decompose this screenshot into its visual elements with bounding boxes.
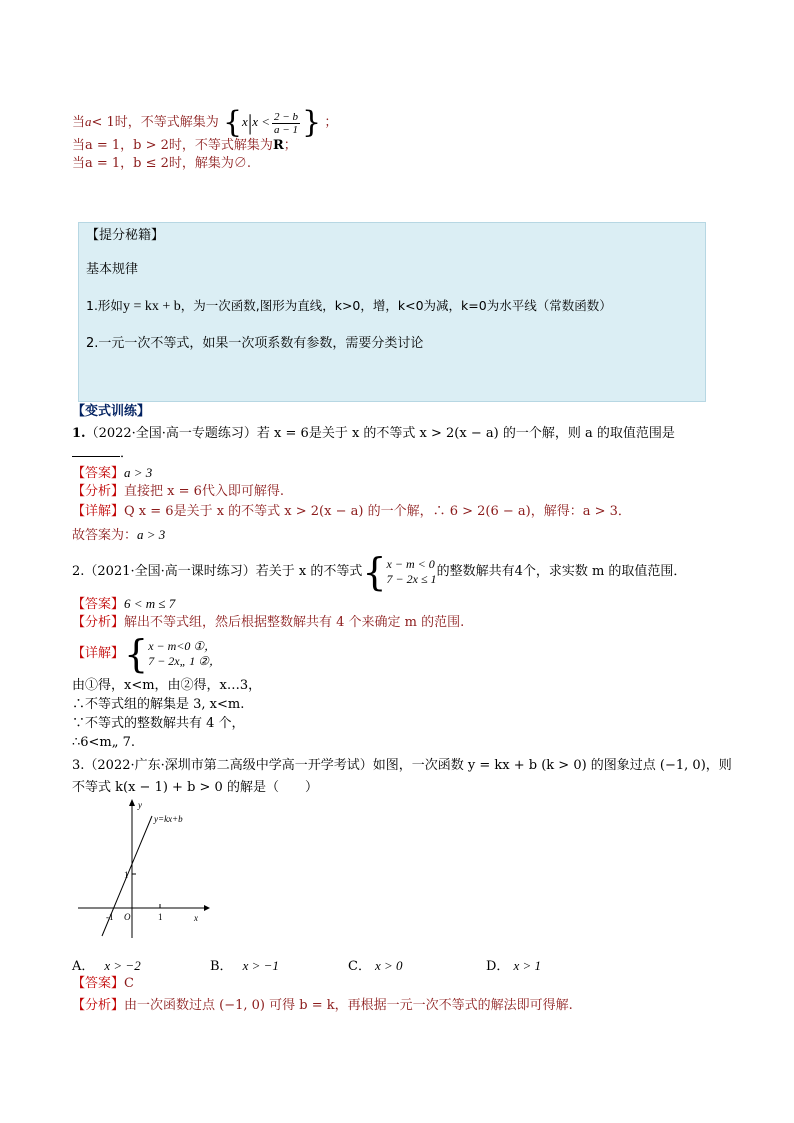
q2-step-1: 由①得，x<m，由②得，x…3，: [72, 678, 262, 693]
origin-label: O: [124, 912, 131, 922]
option-b-label: B．: [210, 959, 233, 974]
analysis-tag: 【分析】: [72, 484, 125, 499]
analysis-tag: 【分析】: [72, 998, 125, 1013]
q1-blank-line: [72, 444, 133, 462]
tip-rule-1: [86, 298, 612, 315]
option-a-text: x > −2: [104, 958, 141, 973]
answer-value: C: [124, 976, 134, 991]
rule1-prefix: 1.形如: [86, 298, 123, 313]
option-c-text: x > 0: [374, 958, 403, 973]
tip-rule-2: 2.一元一次不等式，如果一次项系数有参数，需要分类讨论: [86, 336, 424, 351]
conclusion-prefix: 故答案为：: [72, 528, 138, 543]
solution-set: {x|x < $\frac{2 - b}{a - 1}$ }: [222, 105, 322, 140]
analysis-text: 解出不等式组，然后根据整数解共有 4 个来确定 m 的范围.: [124, 615, 465, 630]
tick-x-pos-label: 1: [158, 912, 163, 922]
q2-stem: 2.（2021·全国·高一课时练习）若关于 x 的不等式{ x − m < 0 7 − 2x ≤ 1 的整数解共有4个，求实数 m 的取值范围．: [72, 549, 687, 594]
line-label: y=kx+b: [154, 814, 183, 824]
q1-answer: [72, 465, 152, 482]
case-line-3: [72, 156, 251, 172]
q3-analysis: [72, 998, 573, 1014]
rule1-text: ，为一次函数,图形为直线，k>0，增，k<0为减，k=0为水平线（常数函数）: [180, 298, 612, 313]
q3-stem-1: 3.（2022·广东·深圳市第二高级中学高一开学考试）如图，一次函数 y = kx + b (k > 0) 的图象过点 (−1, 0)，则: [72, 758, 732, 773]
analysis-text: 直接把 x = 6代入即可解得.: [124, 484, 285, 499]
case2-end: ；: [283, 138, 297, 153]
case-line-1: [72, 106, 337, 140]
answer-tag: 【答案】: [72, 466, 125, 481]
option-d[interactable]: [486, 958, 541, 975]
y-axis-label: y: [138, 800, 142, 810]
tip-title: 【提分秘籍】: [86, 228, 165, 243]
x-axis-label: x: [194, 913, 198, 923]
tick-y-label: 1: [124, 870, 129, 880]
option-a[interactable]: [72, 958, 141, 975]
option-b[interactable]: [210, 958, 279, 975]
tick-x-neg-label: -1: [106, 912, 114, 922]
case3-text: 当a = 1，b ≤ 2时，解集为∅.: [72, 156, 252, 171]
set-var: x: [242, 113, 248, 129]
analysis-text: 由一次函数过点 (−1, 0) 可得 b = k，再根据一元一次不等式的解法即可得解.: [124, 998, 573, 1013]
q2-detail-line1: x − m<0 ①，: [148, 638, 217, 653]
option-b-text: x > −1: [242, 958, 279, 973]
q1-analysis: [72, 484, 284, 500]
y-axis-arrow: [129, 799, 135, 806]
q2-step-2: ∴不等式组的解集是 3, x<m.: [72, 697, 245, 712]
case1-text: < 1时，不等式解集为: [91, 114, 219, 130]
answer-value: a > 3: [124, 465, 153, 480]
q2-detail-line2: 7 − 2x„ 1 ②，: [148, 653, 222, 668]
q2-sys-line2: 7 − 2x ≤ 1: [386, 571, 437, 586]
fraction-denominator: a − 1: [274, 123, 298, 136]
x-axis-arrow: [204, 905, 210, 911]
case-line-2: [72, 138, 297, 154]
case1-prefix: 当: [72, 114, 86, 130]
q1-blank: [72, 444, 120, 457]
q2-prefix: 2.（2021·全国·高一课时练习）若关于 x 的不等式: [72, 564, 363, 579]
detail-tag: 【详解】: [72, 646, 125, 661]
detail-tag: 【详解】: [72, 504, 125, 519]
analysis-tag: 【分析】: [72, 615, 125, 630]
q1-text: （2022·全国·高一专题练习）若 x = 6是关于 x 的不等式 x > 2(x − a) 的一个解，则 a 的取值范围是: [85, 426, 675, 441]
case2-R: R: [272, 138, 284, 153]
option-c[interactable]: [348, 958, 403, 975]
section-label: 【变式训练】: [72, 404, 151, 419]
answer-tag: 【答案】: [72, 976, 125, 991]
option-d-label: D．: [486, 959, 510, 974]
q3-stem-2: 不等式 k(x − 1) + b > 0 的解是（ ）: [72, 780, 318, 795]
q1-conclusion: [72, 527, 165, 544]
option-a-label: A．: [72, 959, 95, 974]
q2-detail-system: [148, 639, 221, 669]
q1-number: 1.: [72, 426, 86, 441]
q2-analysis: [72, 615, 464, 631]
q2-sys-line1: x − m < 0: [386, 556, 435, 571]
fraction-numerator: 2 − b: [274, 110, 298, 123]
tip-subtitle: 基本规律: [86, 262, 139, 277]
q3-answer: [72, 976, 134, 992]
q2-suffix: 的整数解共有4个，求实数 m 的取值范围．: [436, 564, 687, 579]
case1-end: ；: [324, 114, 338, 130]
q3-graph: [72, 796, 212, 942]
q1-stem: [72, 426, 675, 442]
rule1-formula: y = kx + b: [122, 299, 181, 314]
option-d-text: x > 1: [513, 958, 541, 973]
q2-detail: 【详解】{ x − m<0 ①， 7 − 2x„ 1 ②，: [72, 631, 222, 676]
q2-answer: [72, 596, 175, 613]
q2-step-4: ∴6<m„ 7.: [72, 735, 136, 750]
set-fraction: [272, 111, 300, 136]
case2-text: 当a = 1，b > 2时，不等式解集为: [72, 138, 273, 153]
set-condition: x <: [252, 113, 271, 129]
option-c-label: C．: [348, 959, 371, 974]
q2-step-3: ∵不等式的整数解共有 4 个，: [72, 716, 245, 731]
q2-system: [387, 557, 437, 587]
q1-end: ．: [120, 446, 134, 461]
conclusion-value: a > 3: [137, 527, 166, 542]
answer-value: 6 < m ≤ 7: [124, 596, 176, 611]
detail-text: Q x = 6是关于 x 的不等式 x > 2(x − a) 的一个解，∴ 6 > 2(6 − a)，解得：a > 3．: [124, 504, 631, 519]
q1-detail: [72, 504, 631, 520]
case1-var: a: [85, 113, 92, 129]
answer-tag: 【答案】: [72, 597, 125, 612]
